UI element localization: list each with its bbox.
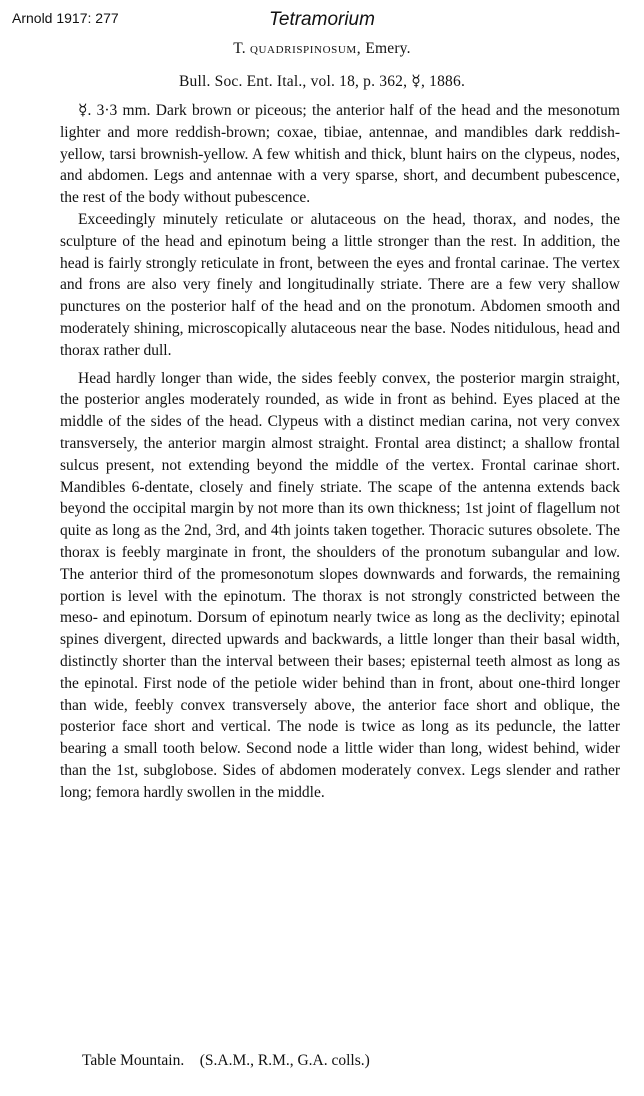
species-author: Emery. — [365, 40, 411, 57]
species-prefix: T. — [233, 40, 246, 57]
paragraph-morphology: Head hardly longer than wide, the sides feebly convex, the posterior margin straight, the posterior angles moderately rounded, as wide in front as behind. Eyes placed at the middle of the sides of the head. Clypeus with a distinct median carina, not very convex transversely, the anterior margin almost straight. Frontal area distinct; a shallow frontal sulcus present, not extending beyond the middle of the vertex. Frontal carinae short. Mandibles 6-dentate, closely and finely striate. The scape of the antenna extends back beyond the occipital margin by not more than its own thickness; 1st joint of flagellum not quite as long as the 2nd, 3rd, and 4th joints taken together. Thoracic sutures obsolete. The thorax is feebly marginate in front, the shoulders of the pronotum subangular and low. The anterior third of the promesonotum slopes downwards and forwards, the remaining portion is level with the epinotum. The thorax is not strongly constricted between the meso- and epinotum. Dorsum of epinotum nearly twice as long as the declivity; epinotal spines divergent, directed upwards and backwards, a little longer than their basal width, distinctly shorter than the interval between their bases; episternal teeth almost as long as the epinotal. First node of the petiole wider behind than in front, about one-third longer than wide, feebly convex transversely above, the anterior face short and oblique, the posterior face short and vertical. The node is twice as long as its peduncle, the latter bearing a small tooth below. Second node a little wider than long, widest behind, wider than the 1st, subglobose. Sides of abdomen moderately convex. Legs slender and rather long; femora hardly swollen in the middle. — [60, 369, 620, 801]
genus-heading: Tetramorium — [269, 9, 375, 30]
original-citation: Bull. Soc. Ent. Ital., vol. 18, p. 362, ☿, 1886. — [178, 73, 466, 90]
page-reference: Arnold 1917: 277 — [12, 10, 119, 26]
paragraph-coloration: ☿. 3·3 mm. Dark brown or piceous; the anterior half of the head and the mesonotum lighter and more reddish-brown; coxae, tibiae, antennae, and mandibles dark reddish-yellow, tarsi brownish-yellow. A few whitish and thick, blunt hairs on the clypeus, nodes, and abdomen. Legs and antennae with a very sparse, short, and decumbent pubescence, the rest of the body without pubescence. — [60, 102, 620, 207]
species-heading — [0, 40, 644, 58]
description-body — [60, 100, 620, 804]
locality-line: Table Mountain. (S.A.M., R.M., G.A. colls.) — [82, 1052, 370, 1069]
species-name: quadrispinosum, — [249, 40, 362, 57]
paragraph-sculpture: Exceedingly minutely reticulate or alutaceous on the head, thorax, and nodes, the sculpture of the head and epinotum being a little stronger than the rest. In addition, the head is fairly strongly reticulate in front, between the eyes and frontal carinae. The vertex and frons are also very finely and longitudinally striate. There are a few very shallow punctures on the posterior half of the head and on the pronotum. Abdomen smooth and moderately shining, microscopically alutaceous near the base. Nodes nitidulous, head and thorax rather dull. — [60, 210, 620, 359]
